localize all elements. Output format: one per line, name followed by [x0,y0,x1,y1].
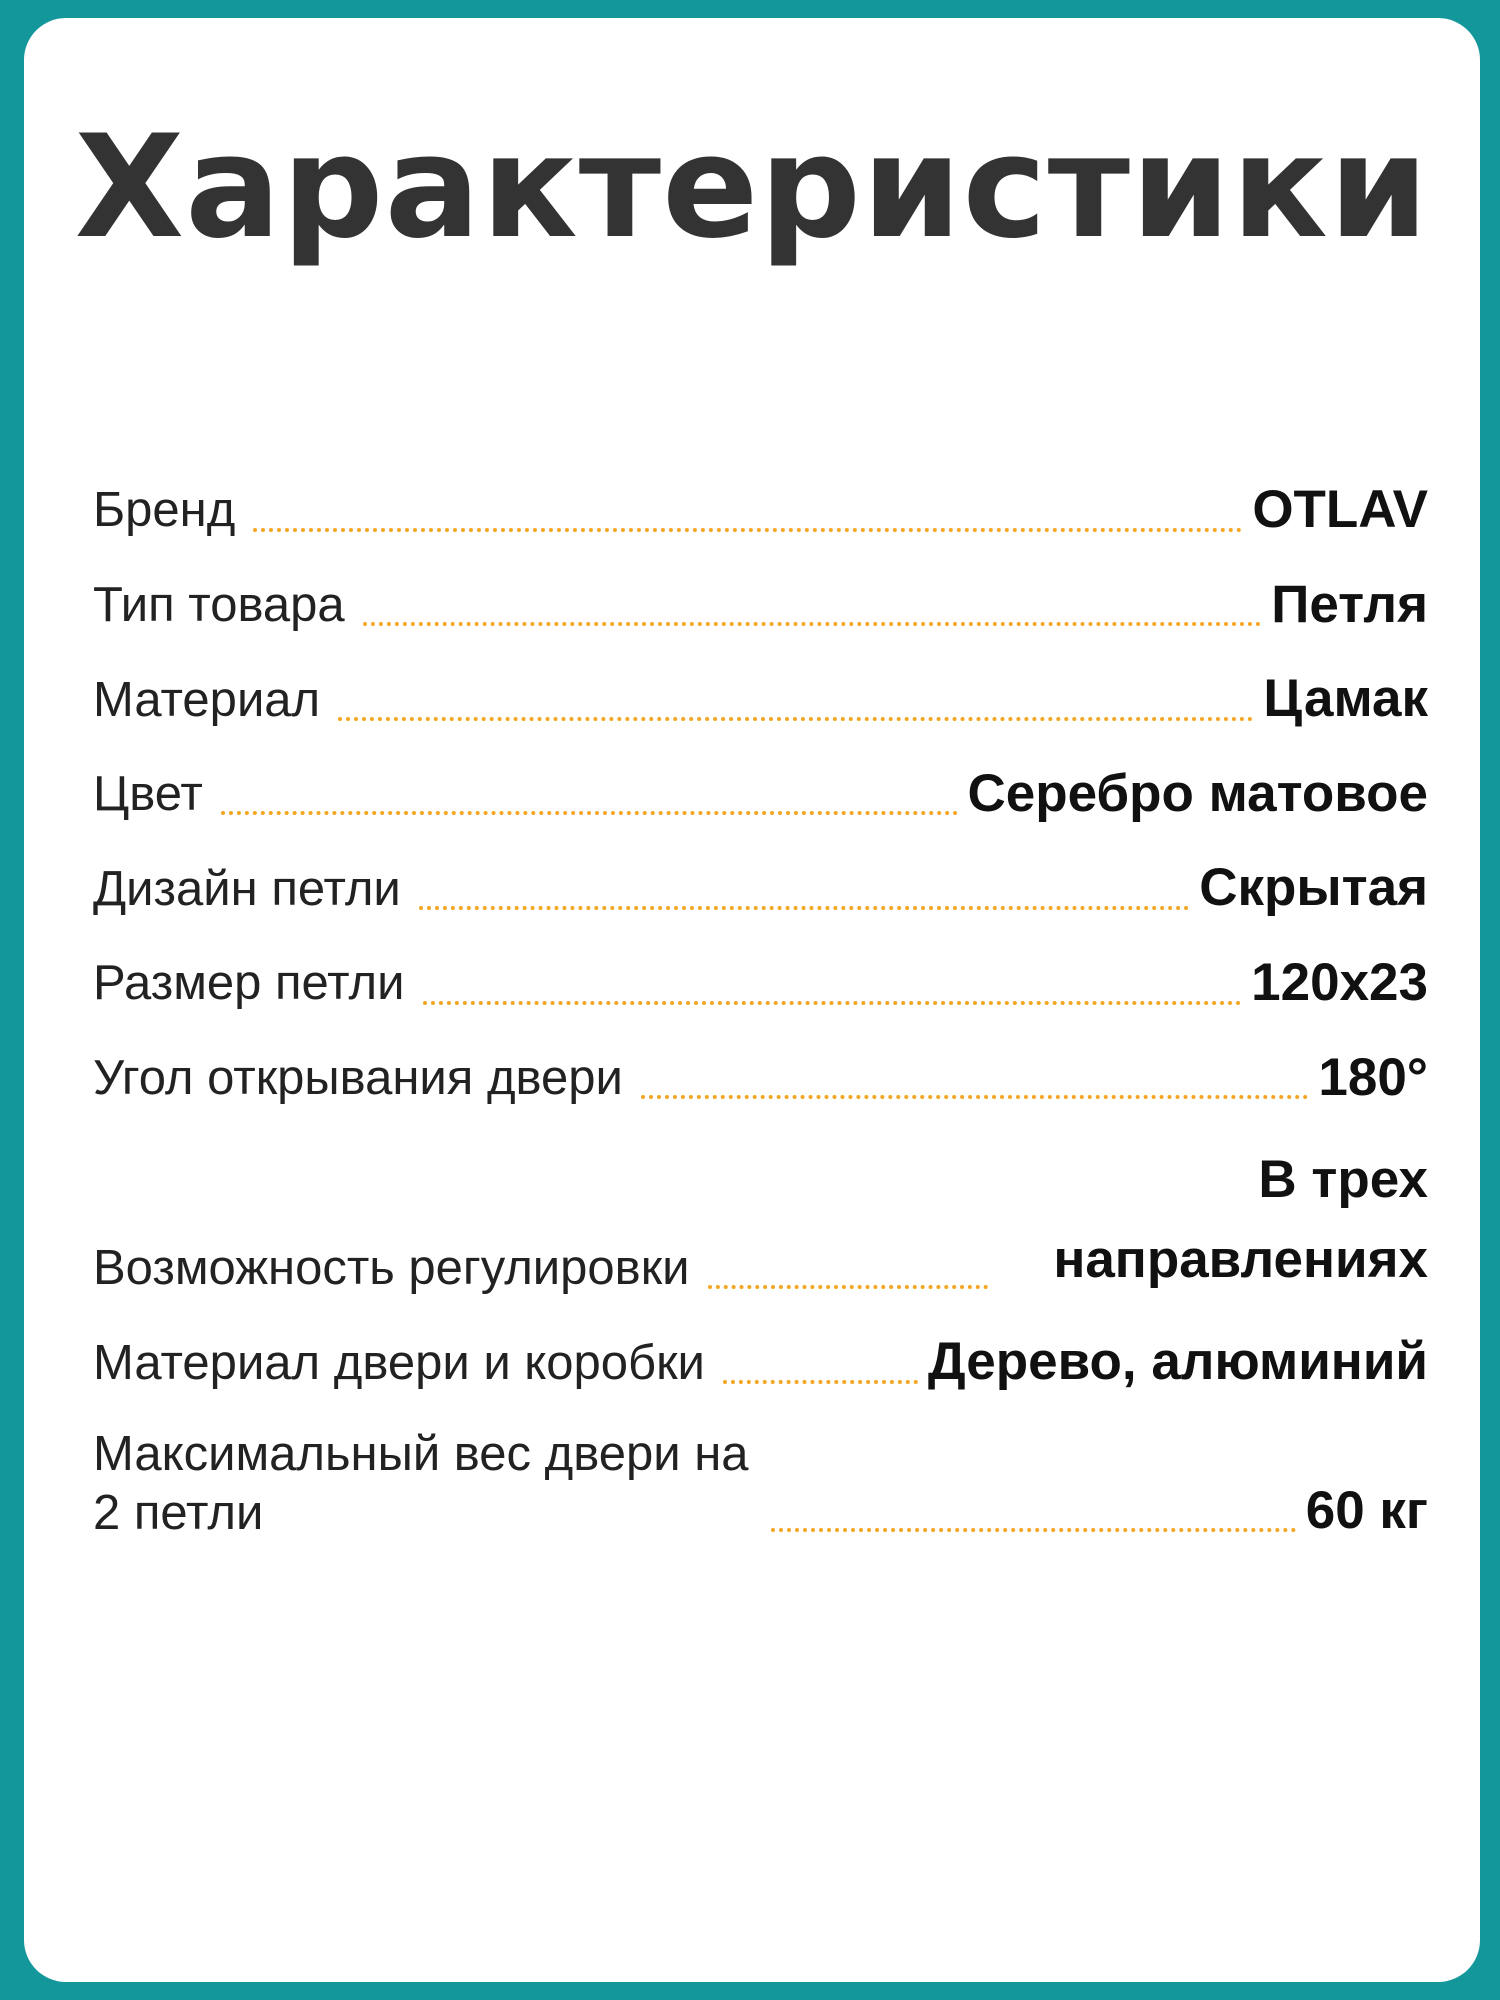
specs-card [24,18,1480,1982]
leader-dots [221,811,958,815]
spec-row-color [93,762,1428,826]
spec-value: Дерево, алюминий [927,1332,1428,1392]
spec-value: В трех направлениях [1053,1150,1428,1289]
spec-row-hinge-design [93,856,1428,920]
page-title: Характеристики [74,105,1430,270]
leader-dots [363,622,1262,626]
leader-dots [253,528,1242,532]
specs-list [93,478,1428,1573]
spec-row-adjustment [93,1140,1428,1299]
leader-dots [423,1001,1242,1005]
spec-label: Тип товара [93,577,345,632]
spec-label: Возможность регулировки [93,1240,690,1295]
spec-row-door-material [93,1330,1428,1394]
spec-row-opening-angle [93,1046,1428,1110]
spec-row-product-type [93,573,1428,637]
spec-label: Материал двери и коробки [93,1335,705,1390]
leader-dots [708,1285,988,1289]
spec-value: Цамак [1263,669,1428,729]
spec-label: Бренд [93,483,236,538]
spec-value: 60 кг [1305,1480,1428,1540]
spec-label: Материал [93,672,321,727]
leader-dots [338,717,1253,721]
leader-dots [419,906,1189,910]
spec-label: Максимальный вес двери на 2 петли [93,1426,749,1540]
spec-value: OTLAV [1252,480,1428,539]
spec-value: Петля [1271,574,1428,634]
spec-row-max-weight [93,1425,1428,1543]
spec-row-hinge-size [93,951,1428,1015]
spec-value: 120x23 [1251,952,1428,1012]
spec-row-brand [93,478,1428,542]
leader-dots [771,1528,1296,1532]
spec-row-material [93,667,1428,731]
spec-label: Угол открывания двери [93,1050,623,1105]
spec-value: Серебро матовое [967,763,1428,823]
spec-label: Дизайн петли [93,861,401,916]
leader-dots [723,1380,918,1384]
spec-label: Цвет [93,767,203,822]
spec-value: 180° [1318,1047,1428,1107]
leader-dots [641,1095,1308,1099]
spec-label: Размер петли [93,956,405,1011]
spec-value: Скрытая [1199,858,1428,918]
